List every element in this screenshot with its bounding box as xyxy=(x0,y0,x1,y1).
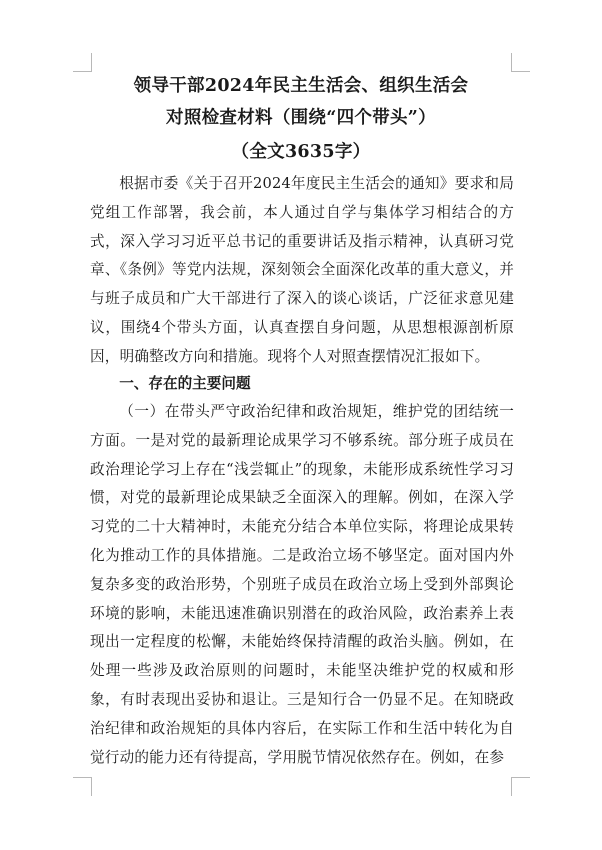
document-title-line-1: 领导干部2024年民主生活会、组织生活会 xyxy=(133,76,469,96)
document-word-count: （全文3635字） xyxy=(231,142,371,162)
section-heading: 一、存在的主要问题 xyxy=(119,375,251,392)
body-paragraph: （一）在带头严守政治纪律和政治规矩，维护党的团结统一方面。一是对党的最新理论成果学习不够系统。部分班子成员在政治理论学习上存在“浅尝辄止”的现象，未能形成系统性学习习惯，对党的最新理论成果缺乏全面深入的理解。例如，在深入学习党的二十大精神时，未能充分结合本单位实际，将理论成果转化为推动工作的具体措施。二是政治立场不够坚定。面对国内外复杂多变的政治形势，个别班子成员在政治立场上受到外部舆论环境的影响，未能迅速准确识别潜在的政治风险，政治素养上表现出一定程度的松懈，未能始终保持清醒的政治头脑。例如，在处理一些涉及政治原则的问题时，未能坚决维护党的权威和形象，有时表现出妥协和退让。三是知行合一仍显不足。在知晓政治纪律和政治规矩的具体内容后，在实际工作和生活中转化为自觉行动的能力还有待提高，学用脱节情况依然存在。例如，在参 xyxy=(90,403,514,766)
intro-paragraph: 根据市委《关于召开2024年度民主生活会的通知》要求和局党组工作部署，我会前，本人通过自学与集体学习相结合的方式，深入学习习近平总书记的重要讲话及指示精神，认真研习党章、《条例》等党内法规，深刻领会全面深化改革的重大意义，并与班子成员和广大干部进行了深入的谈心谈话，广泛征求意见建议，围绕4个带头方面，认真查摆自身问题，从思想根源剖析原因，明确整改方向和措施。现将个人对照查摆情况汇报如下。 xyxy=(90,175,514,365)
crop-mark-bottom-left xyxy=(73,777,92,796)
crop-mark-top-left xyxy=(73,53,92,72)
document-title-line-2: 对照检查材料（围绕“四个带头”） xyxy=(166,108,436,128)
crop-mark-top-right xyxy=(511,53,530,72)
crop-mark-bottom-right xyxy=(511,777,530,796)
